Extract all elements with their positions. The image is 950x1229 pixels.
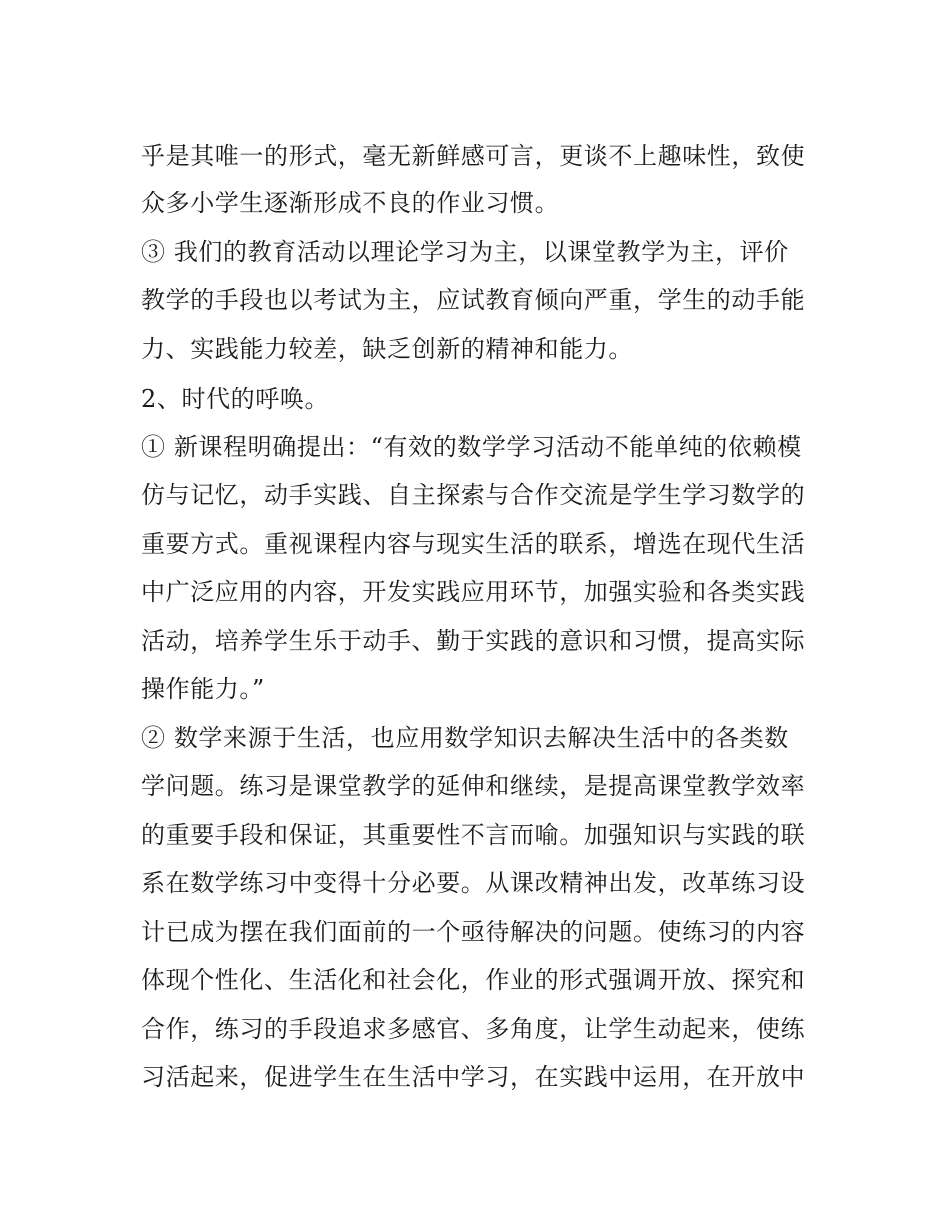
text-line: 乎是其唯一的形式，毫无新鲜感可言，更谈不上趣味性，致使 <box>141 142 806 170</box>
text-line: 习活起来，促进学生在生活中学习，在实践中运用，在开放中 <box>141 1063 806 1091</box>
text-line: ① 新课程明确提出：“有效的数学学习活动不能单纯的依赖模 <box>141 433 802 461</box>
text-line: ③ 我们的教育活动以理论学习为主，以课堂教学为主，评价 <box>141 238 789 266</box>
text-line: 2、时代的呼唤。 <box>141 385 330 413</box>
text-line: 的重要手段和保证，其重要性不言而喻。加强知识与实践的联 <box>141 821 806 849</box>
text-line: 体现个性化、生活化和社会化，作业的形式强调开放、探究和 <box>141 966 806 994</box>
text-line: 合作，练习的手段追求多感官、多角度，让学生动起来，使练 <box>141 1015 806 1043</box>
text-line: 操作能力。” <box>141 675 265 703</box>
text-line: 系在数学练习中变得十分必要。从课改精神出发，改革练习设 <box>141 869 806 897</box>
text-line: 仿与记忆，动手实践、自主探索与合作交流是学生学习数学的 <box>141 481 806 509</box>
text-line: 众多小学生逐渐形成不良的作业习惯。 <box>141 189 560 217</box>
text-line: 中广泛应用的内容，开发实践应用环节，加强实验和各类实践 <box>141 578 806 606</box>
text-line: 学问题。练习是课堂教学的延伸和继续，是提高课堂教学效率 <box>141 772 806 800</box>
text-line: 教学的手段也以考试为主，应试教育倾向严重，学生的动手能 <box>141 286 806 314</box>
text-line: 重要方式。重视课程内容与现实生活的联系，增选在现代生活 <box>141 530 806 558</box>
text-line: 计已成为摆在我们面前的一个亟待解决的问题。使练习的内容 <box>141 918 806 946</box>
text-line: 力、实践能力较差，缺乏创新的精神和能力。 <box>141 335 633 363</box>
text-line: ② 数学来源于生活，也应用数学知识去解决生活中的各类数 <box>141 724 789 752</box>
text-line: 活动，培养学生乐于动手、勤于实践的意识和习惯，提高实际 <box>141 627 806 655</box>
